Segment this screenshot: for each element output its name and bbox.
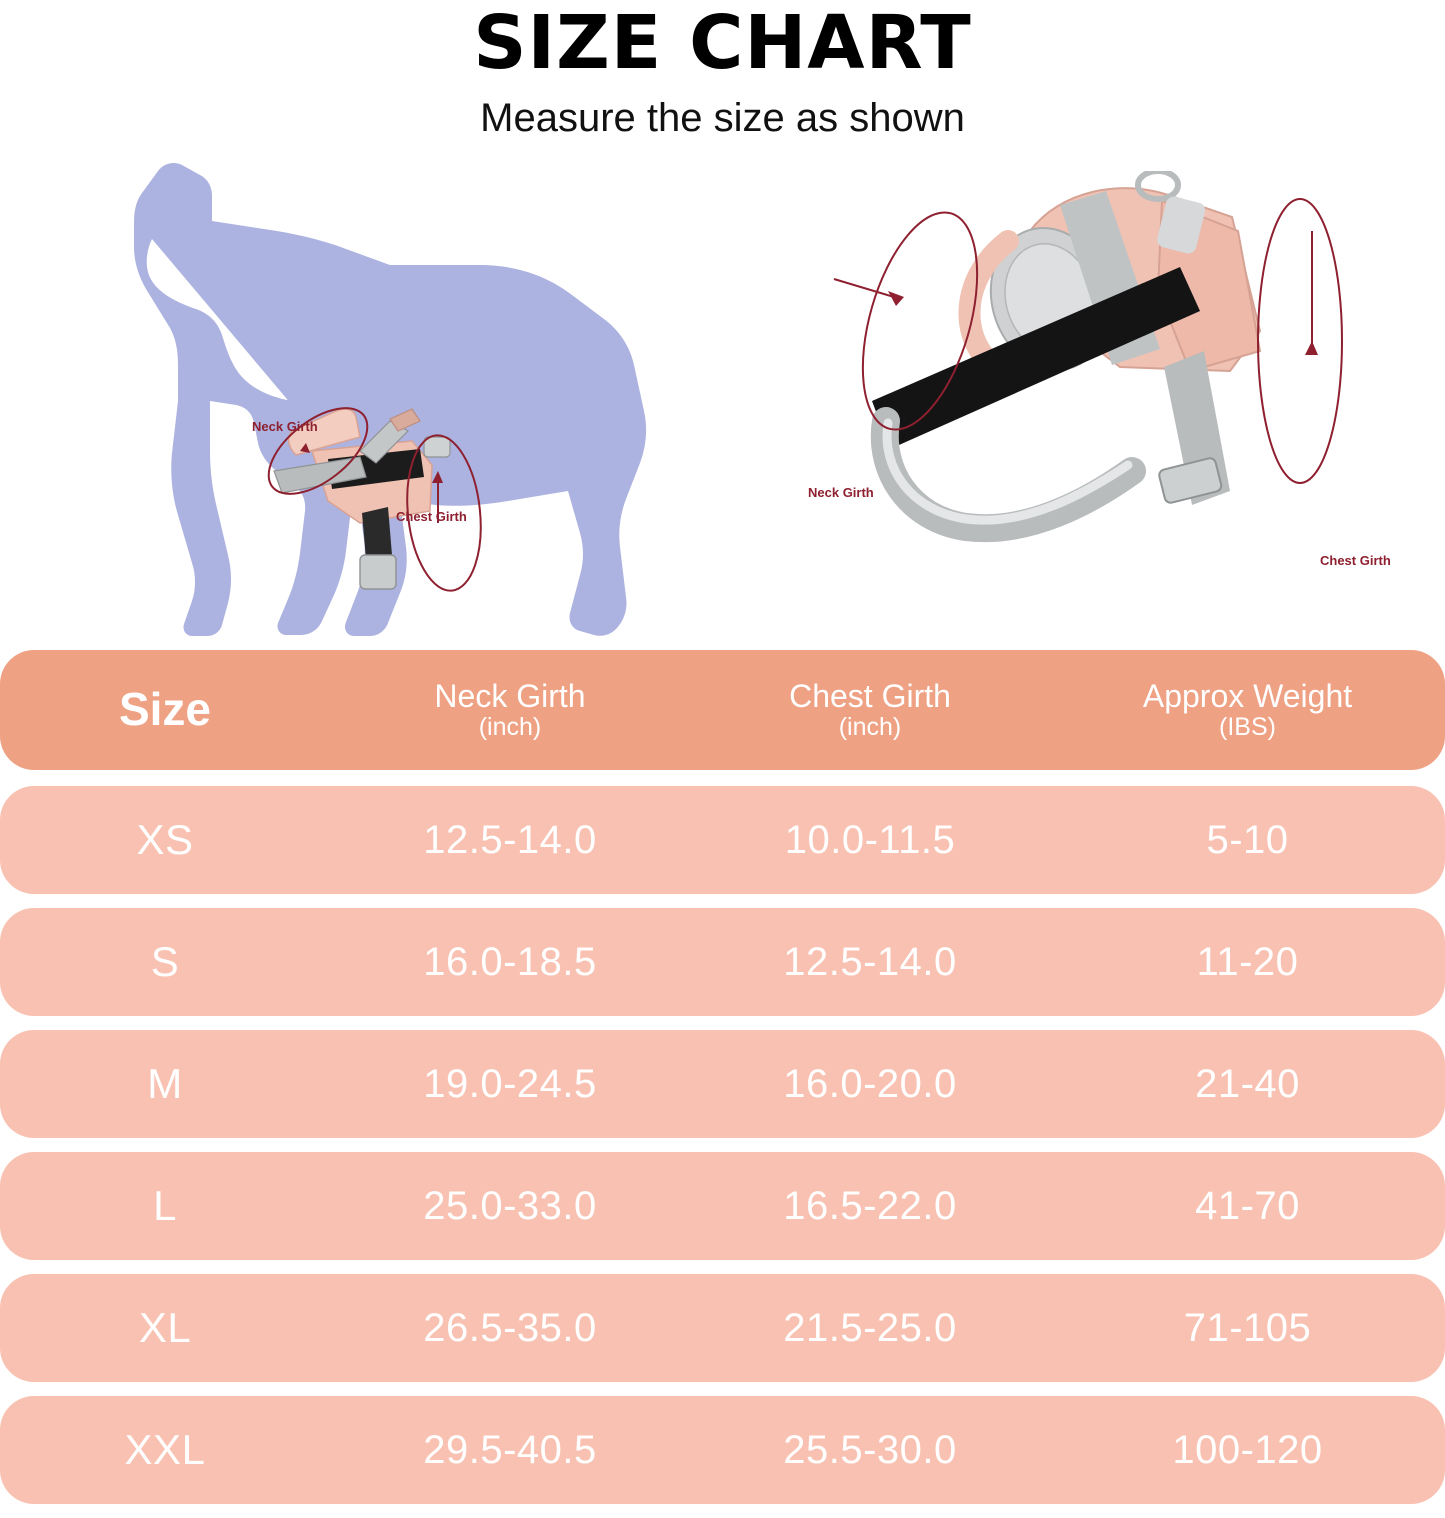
cell-chest-girth: 12.5-14.0 <box>783 939 957 984</box>
cell-neck-girth: 16.0-18.5 <box>423 939 597 984</box>
column-header-neck-girth-label: Neck Girth <box>434 678 586 715</box>
left-chest-girth-label: Chest Girth <box>396 509 467 524</box>
column-header-approx-weight-unit: (IBS) <box>1219 712 1276 741</box>
cell-size: L <box>153 1182 177 1229</box>
table-row <box>0 786 1445 894</box>
right-chest-girth-label: Chest Girth <box>1320 553 1391 568</box>
cell-approx-weight: 71-105 <box>1183 1305 1312 1350</box>
table-row <box>0 908 1445 1016</box>
cell-size: XXL <box>124 1426 206 1473</box>
cell-size: S <box>150 938 180 985</box>
cell-chest-girth: 10.0-11.5 <box>784 817 956 862</box>
cell-size: M <box>147 1060 183 1107</box>
table-row <box>0 1274 1445 1382</box>
cell-neck-girth: 25.0-33.0 <box>423 1183 597 1228</box>
harness-buckle <box>360 555 396 589</box>
table-header-row <box>0 650 1445 770</box>
column-header-chest-girth-unit: (inch) <box>838 712 902 741</box>
table-row <box>0 1152 1445 1260</box>
cell-chest-girth: 25.5-30.0 <box>783 1427 957 1472</box>
right-neck-girth-label: Neck Girth <box>808 485 874 500</box>
page-subtitle: Measure the size as shown <box>480 96 965 140</box>
cell-approx-weight: 100-120 <box>1172 1427 1323 1472</box>
cell-neck-girth: 29.5-40.5 <box>423 1427 597 1472</box>
column-header-chest-girth-label: Chest Girth <box>789 678 951 715</box>
left-neck-girth-label: Neck Girth <box>252 419 318 434</box>
size-chart-table <box>0 650 1445 1518</box>
column-header-size: Size <box>118 683 212 736</box>
cell-approx-weight: 21-40 <box>1195 1061 1300 1106</box>
cell-approx-weight: 11-20 <box>1196 939 1299 984</box>
illustration-area <box>0 141 1445 641</box>
harness-lower-loop <box>885 421 1132 528</box>
page-header <box>0 0 1445 141</box>
cell-size: XS <box>136 816 194 863</box>
column-header-chest-girth <box>690 679 1050 741</box>
harness-tag <box>424 437 450 457</box>
cell-neck-girth: 12.5-14.0 <box>423 817 597 862</box>
chest-girth-ellipse-right <box>1258 199 1342 483</box>
neck-girth-arrow-right <box>888 291 904 306</box>
column-header-approx-weight-label: Approx Weight <box>1142 678 1353 715</box>
column-header-neck-girth-unit: (inch) <box>478 712 542 741</box>
cell-chest-girth: 21.5-25.0 <box>783 1305 957 1350</box>
dog-side-view-illustration <box>60 151 700 641</box>
table-row <box>0 1396 1445 1504</box>
harness-belly-strap <box>362 507 392 559</box>
cell-neck-girth: 26.5-35.0 <box>423 1305 597 1350</box>
cell-approx-weight: 41-70 <box>1195 1183 1300 1228</box>
cell-neck-girth: 19.0-24.5 <box>423 1061 597 1106</box>
cell-approx-weight: 5-10 <box>1206 817 1289 862</box>
cell-size: XL <box>138 1304 192 1351</box>
page-title: SIZE CHART <box>473 0 972 86</box>
harness-product-illustration <box>760 171 1420 591</box>
column-header-approx-weight <box>1050 679 1445 741</box>
table-row <box>0 1030 1445 1138</box>
cell-chest-girth: 16.5-22.0 <box>783 1183 957 1228</box>
cell-chest-girth: 16.0-20.0 <box>783 1061 957 1106</box>
column-header-neck-girth <box>330 679 690 741</box>
